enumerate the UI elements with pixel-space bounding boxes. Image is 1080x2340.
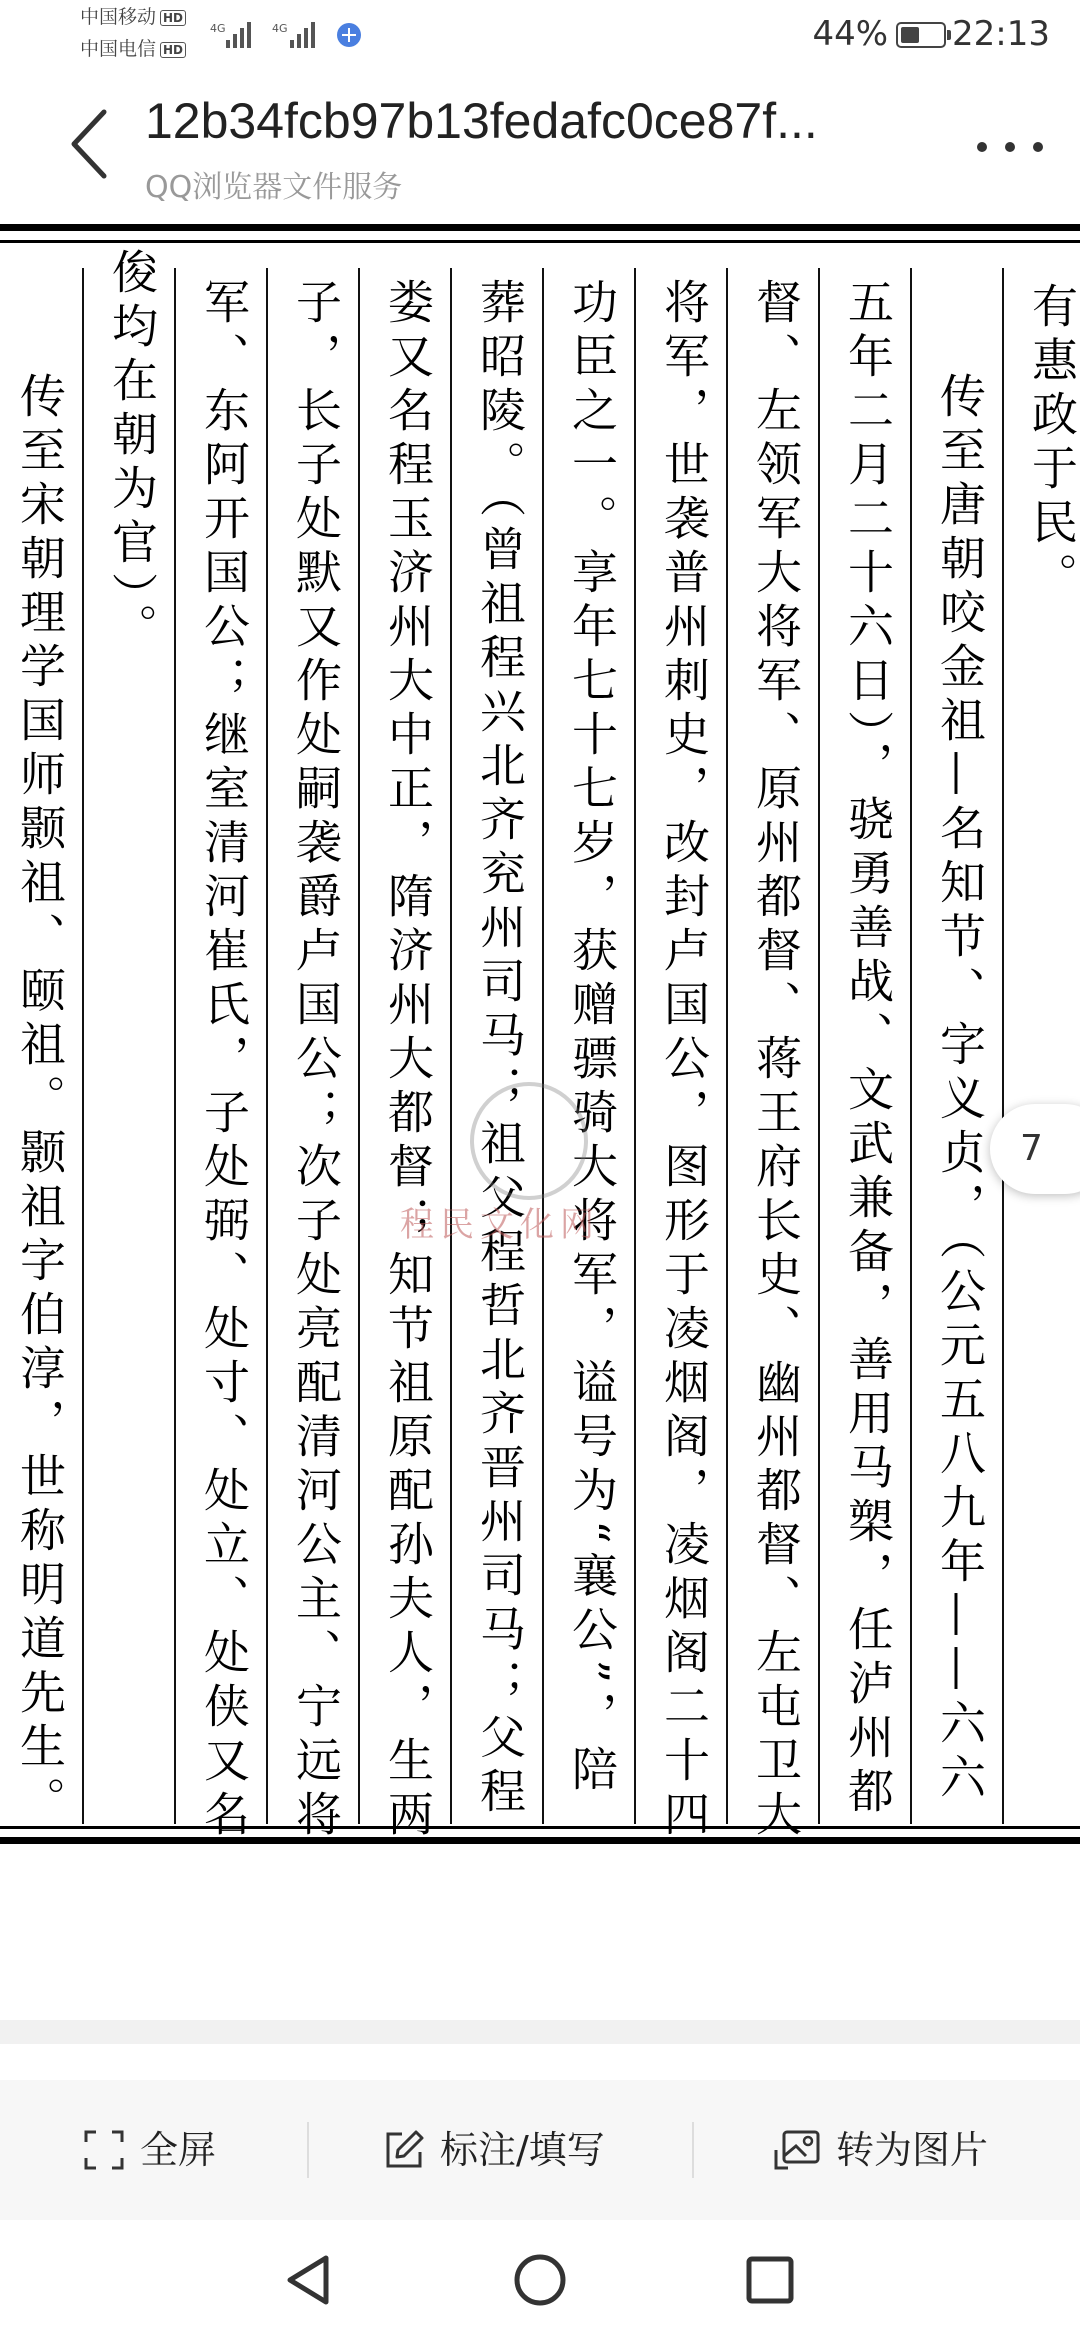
battery-percent: 44% [812,14,889,54]
column-rule [266,268,268,1824]
document-viewer[interactable] [0,212,1080,2020]
fullscreen-icon [82,2128,126,2172]
svg-text:4G: 4G [210,22,226,35]
text-column: 子，长子处默又作处嗣袭爵卢国公；次子处亮配清河公主、宁远将 [289,278,343,1844]
image-convert-icon [772,2128,822,2172]
text-column: 督、左领军大将军、原州都督、蒋王府长史、幽州都督、左屯卫大 [749,278,803,1844]
column-rule [358,268,360,1824]
column-rule [910,268,912,1824]
bottom-rule [0,1837,1080,1844]
text-column: 军、东阿开国公；继室清河崔氏，子处弼、处寸、处立、处侠又名 [197,278,251,1844]
edit-icon [382,2128,426,2172]
battery-icon [896,22,946,48]
text-column: 葬昭陵。（曾祖程兴北齐兖州司马；祖父程哲北齐晋州司马；父程 [473,278,527,1821]
system-nav-bar [0,2220,1080,2340]
convert-to-image-button[interactable] [772,2120,988,2180]
convert-label: 转为图片 [836,2128,989,2172]
carrier-2: 中国电信 HD [80,38,186,60]
fullscreen-label: 全屏 [140,2128,217,2172]
column-rule [450,268,452,1824]
watermark-seal-icon [470,1082,588,1200]
column-rule [174,268,176,1824]
page-number-badge[interactable]: 7 [990,1104,1080,1194]
status-right [812,14,1050,54]
text-column: 有惠政于民。 [1025,282,1079,606]
text-column: 传至宋朝理学国师颢祖、颐祖。颢祖字伯淳，世称明道先生。 [13,372,67,1830]
column-rule [818,268,820,1824]
page-title: 12b34fcb97b13fedafc0ce87f... [145,93,818,149]
annotate-label: 标注/填写 [440,2128,605,2172]
svg-text:4G: 4G [272,22,288,35]
bottom-toolbar [0,2080,1080,2220]
column-rule [634,268,636,1824]
top-rule-thin [0,240,1080,243]
annotate-button[interactable] [382,2120,605,2180]
column-rule [542,268,544,1824]
carrier-1: 中国移动 HD [80,6,186,28]
text-column: 传至唐朝咬金祖—名知节、字义贞，（公元五八九年——六六 [933,372,987,1807]
text-column: 娄又名程玉济州大中正，隋济州大都督；知节祖原配孙夫人，生两 [381,278,435,1844]
page-subtitle: QQ浏览器文件服务 [145,170,403,205]
text-column: 俊均在朝为官）。 [105,248,159,657]
toolbar-divider [307,2122,309,2178]
back-arrow-icon[interactable] [60,104,120,184]
bottom-rule-thin [0,1826,1080,1829]
column-rule [82,268,84,1824]
nav-recents-icon[interactable] [740,2250,800,2310]
top-rule [0,224,1080,231]
text-column: 功臣之一。享年七十七岁，获赠骠骑大将军，谥号为“襄公”，陪 [565,278,619,1800]
text-column: 五年二月二十六日），骁勇善战、文武兼备，善用马槊，任泸州都 [841,278,895,1821]
column-rule [1002,268,1004,1824]
nav-home-icon[interactable] [510,2250,570,2310]
title-bar [0,72,1080,212]
toolbar-divider [692,2122,694,2178]
divider [0,2020,1080,2044]
signal-icon [210,14,370,50]
text-column: 将军，世袭普州刺史，改封卢国公，图形于凌烟阁，凌烟阁二十四 [657,278,711,1844]
clock: 22:13 [952,14,1050,54]
more-options-icon[interactable] [970,132,1050,162]
status-bar [0,0,1080,72]
fullscreen-button[interactable] [82,2120,216,2180]
nav-back-icon[interactable] [280,2250,340,2310]
column-rule [726,268,728,1824]
watermark-text: 程民文化网 [400,1205,600,1245]
